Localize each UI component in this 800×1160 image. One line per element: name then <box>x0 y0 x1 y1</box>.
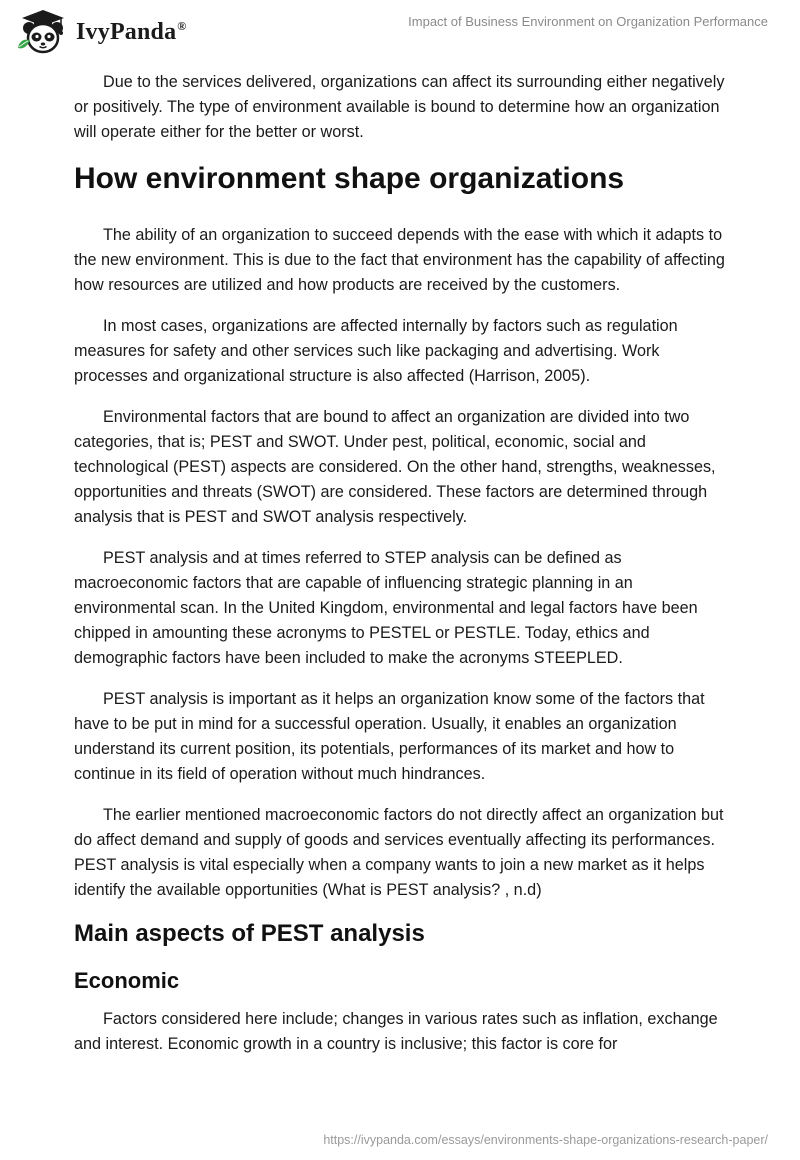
page-header <box>0 0 800 62</box>
ivypanda-logo[interactable] <box>14 8 186 56</box>
registered-mark: ® <box>177 18 187 33</box>
body-paragraph: PEST analysis is important as it helps an organization know some of the factors that have to be put in mind for a successful operation. Usually, it enables an organization understand its current position, its potentials, performances of its market and how to continue in its field of operation without much hindrances. <box>74 690 705 783</box>
article-body <box>74 70 734 1073</box>
subsection-heading-economic: Economic <box>74 968 180 993</box>
body-paragraph: PEST analysis and at times referred to STEP analysis can be defined as macroeconomic factors that are capable of influencing strategic planning in an environmental scan. In the United Kingdom, environmental and legal factors have been chipped in amounting these acronyms to PESTEL or PESTLE. Today, ethics and demographic factors have been included to make the acronyms STEEPLED. <box>74 549 698 667</box>
panda-graduate-icon <box>14 8 72 56</box>
body-paragraph: Environmental factors that are bound to affect an organization are divided into two categories, that is; PEST and SWOT. Under pest, political, economic, social and technological (PEST) aspects are considered. On the other hand, strengths, weaknesses, opportunities and threats (SWOT) are considered. These factors are determined through analysis that is PEST and SWOT analysis respectively. <box>74 408 716 526</box>
body-paragraph: In most cases, organizations are affected internally by factors such as regulation measures for safety and other services such like packaging and advertising. Work processes and organizational structure is also affected (Harrison, 2005). <box>74 317 678 385</box>
section-heading-environment: How environment shape organizations <box>74 162 625 195</box>
intro-paragraph: Due to the services delivered, organizations can affect its surrounding either negatively or positively. The type of environment available is bound to determine how an organization will operate either for the better or worst. <box>74 73 725 141</box>
brand-name: IvyPanda® <box>76 18 187 45</box>
section-heading-pest: Main aspects of PEST analysis <box>74 920 425 947</box>
source-url: https://ivypanda.com/essays/environments-shape-organizations-research-paper/ <box>323 1133 768 1147</box>
body-paragraph: The earlier mentioned macroeconomic factors do not directly affect an organization but do affect demand and supply of goods and services eventually affecting its performances. PEST analysis is vital especially when a company wants to join a new market as it helps identify the available opportunities (What is PEST analysis? , n.d) <box>74 806 724 899</box>
body-paragraph: Factors considered here include; changes in various rates such as inflation, exchange and interest. Economic growth in a country is inclusive; this factor is core for <box>74 1010 718 1053</box>
body-paragraph: The ability of an organization to succeed depends with the ease with which it adapts to the new environment. This is due to the fact that environment has the capability of affecting how resources are utilized and how products are received by the customers. <box>74 226 725 294</box>
document-title: Impact of Business Environment on Organization Performance <box>408 14 768 29</box>
